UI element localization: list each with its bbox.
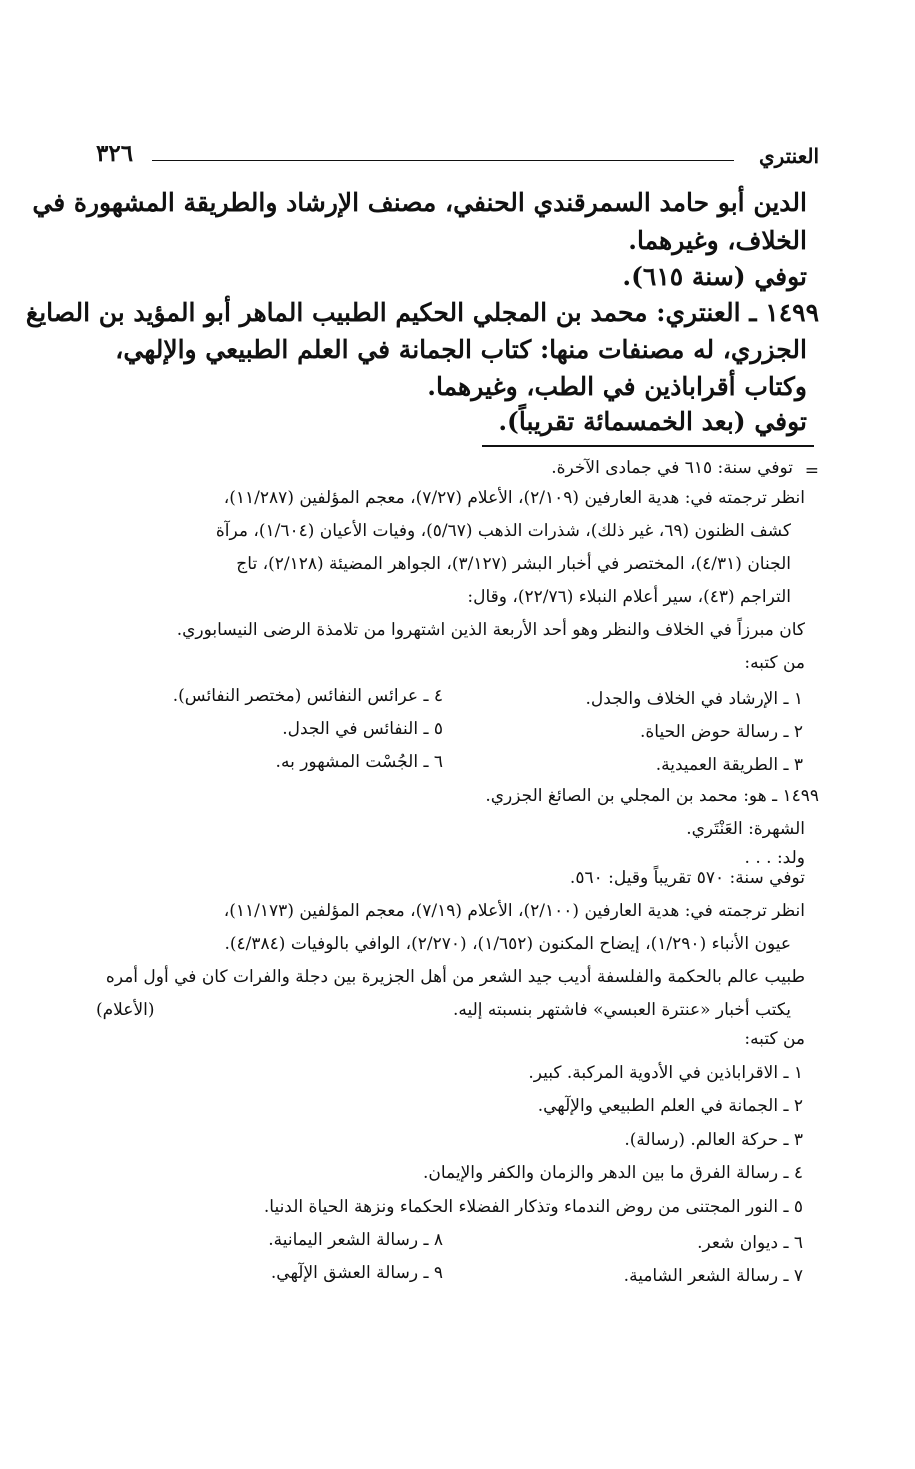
footnote-refs-line: انظر ترجمته في: هدية العارفين (٢/١٠٠)، الأعلام (٧/١٩)، معجم المؤلفين (١١/١٧٣)،	[223, 901, 805, 921]
footnote-refs-line: كشف الظنون (٦٩، غير ذلك)، شذرات الذهب (٥/٦٧)، وفيات الأعيان (١/٦٠٤)، مرآة	[215, 521, 791, 541]
footnote-died: توفي سنة: ٥٧٠ تقريباً وقيل: ٥٦٠.	[569, 868, 805, 888]
book-item: ٥ ـ النور المجتنى من روض الندماء وتذكار الفضلاء الحكماء ونزهة الحياة الدنيا.	[263, 1197, 803, 1217]
footnote-heading: ١٤٩٩ ـ هو: محمد بن المجلي بن الصائغ الجزري.	[485, 786, 819, 806]
footnote-fame: الشهرة: العَنْتَري.	[686, 819, 805, 839]
book-item: ٤ ـ عرائس النفائس (مختصر النفائس).	[172, 686, 443, 706]
main-line: الجزري، له مصنفات منها: كتاب الجمانة في العلم الطبيعي والإلهي،	[115, 335, 807, 364]
book-item: ٤ ـ رسالة الفرق ما بين الدهر والزمان والكفر والإيمان.	[422, 1163, 803, 1183]
book-item: ٧ ـ رسالة الشعر الشامية.	[623, 1266, 803, 1286]
footnote-died: توفي سنة: ٦١٥ في جمادى الآخرة.	[551, 458, 793, 478]
main-line: الدين أبو حامد السمرقندي الحنفي، مصنف الإرشاد والطريقة المشهورة في	[32, 188, 807, 217]
footnote-desc-line: طبيب عالم بالحكمة والفلسفة أديب جيد الشعر من أهل الجزيرة بين دجلة والفرات كان في أول أمره	[105, 967, 805, 987]
book-item: ٢ ـ رسالة حوض الحياة.	[639, 722, 803, 742]
book-item: ٢ ـ الجمانة في العلم الطبيعي والإلٓهي.	[537, 1096, 803, 1116]
main-line: الخلاف، وغيرهما.	[628, 226, 807, 255]
main-line: توفي (بعد الخمسمائة تقريباً).	[498, 407, 807, 436]
footnote-refs-line: عيون الأنباء (١/٢٩٠)، إيضاح المكنون (١/٦٥٢)، (٢/٢٧٠)، الوافي بالوفيات (٤/٣٨٤).	[224, 934, 791, 954]
footnote-desc-line: يكتب أخبار «عنترة العبسي» فاشتهر بنسبته إليه.	[452, 1000, 791, 1020]
footnote-quote: كان مبرزاً في الخلاف والنظر وهو أحد الأربعة الذين اشتهروا من تلامذة الرضى النيسابوري.	[176, 620, 805, 640]
book-item: ١ ـ الإرشاد في الخلاف والجدل.	[585, 689, 803, 709]
header-rule	[152, 160, 734, 161]
footnote-refs-line: التراجم (٤٣)، سير أعلام النبلاء (٢٢/٧٦)، وقال:	[467, 587, 791, 607]
footnote-refs-line: الجنان (٤/٣١)، المختصر في أخبار البشر (٣/١٢٧)، الجواهر المضيئة (٢/١٢٨)، تاج	[236, 554, 791, 574]
footnote-refs-line: انظر ترجمته في: هدية العارفين (٢/١٠٩)، الأعلام (٧/٢٧)، معجم المؤلفين (١١/٢٨٧)،	[223, 488, 805, 508]
book-item: ٦ ـ ديوان شعر.	[697, 1233, 803, 1253]
page-number: ٣٢٦	[96, 140, 134, 167]
footnote-born: ولد: . . .	[744, 848, 805, 868]
main-line: توفي (سنة ٦١٥).	[622, 262, 807, 291]
book-item: ٥ ـ النفائس في الجدل.	[282, 719, 443, 739]
book-item: ٩ ـ رسالة العشق الإلٓهي.	[270, 1263, 443, 1283]
main-line: وكتاب أقراباذين في الطب، وغيرهما.	[427, 372, 807, 401]
footnote-divider	[482, 445, 814, 447]
books-label: من كتبه:	[744, 1029, 805, 1049]
entry-heading-line: ١٤٩٩ ـ العنتري: محمد بن المجلي الحكيم الطبيب الماهر أبو المؤيد بن الصايغ	[25, 298, 819, 327]
book-item: ٦ ـ الجُسْت المشهور به.	[275, 752, 443, 772]
books-label: من كتبه:	[744, 653, 805, 673]
book-item: ٣ ـ حركة العالم. (رسالة).	[624, 1130, 803, 1150]
book-item: ١ ـ الاقراباذين في الأدوية المركبة. كبير.	[528, 1063, 803, 1083]
source-citation: (الأعلام)	[96, 1000, 155, 1020]
book-item: ٨ ـ رسالة الشعر اليمانية.	[268, 1230, 443, 1250]
book-item: ٣ ـ الطريقة العميدية.	[655, 755, 803, 775]
continuation-mark: =	[804, 461, 819, 481]
running-head: العنتري	[758, 144, 819, 168]
